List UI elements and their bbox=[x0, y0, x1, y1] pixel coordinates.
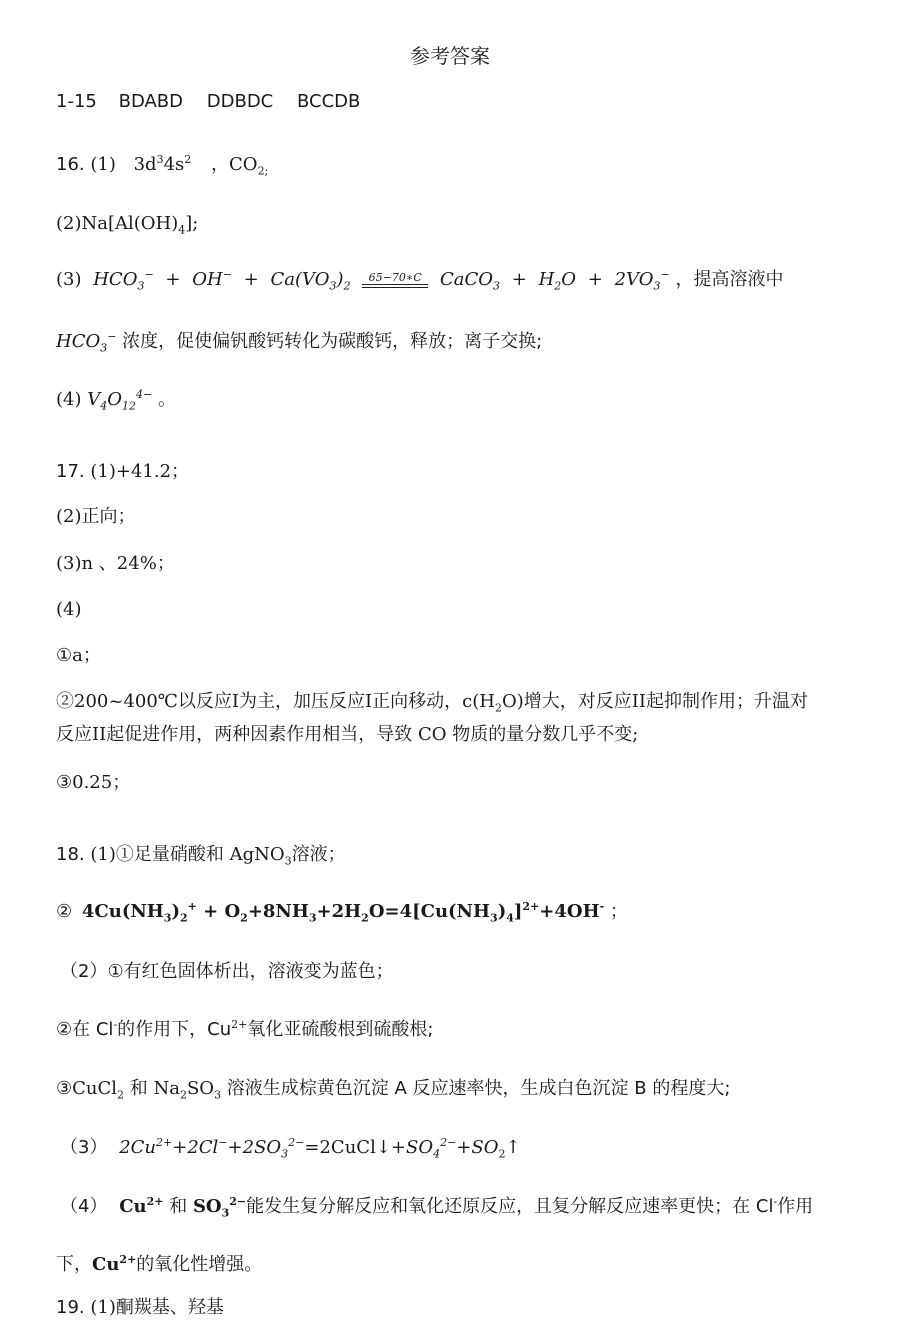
q16-part1: 16. (1) $3d^34s^2$ ，$CO_{2;}$ bbox=[56, 153, 269, 178]
co2-formula: $CO_{2;}$ bbox=[229, 154, 269, 178]
reaction-arrow: 65−70∗C bbox=[362, 272, 428, 288]
page-title: 参考答案 bbox=[410, 44, 490, 68]
q18-part2-sub1: （2）①有红色固体析出，溶液变为蓝色； bbox=[60, 961, 394, 982]
electron-config: $3d^34s^2$ bbox=[133, 153, 192, 175]
q16-number: 16. bbox=[56, 154, 85, 175]
q17-part2: (2)正向； bbox=[56, 506, 136, 527]
q16-part3-equation: (3) $HCO_3^- + OH^- + Ca(VO_3)_2$ 65−70∗C CaCO$_3$ + $H_2O + 2VO_3^-$ ，提高溶液中 bbox=[56, 268, 784, 293]
q18-part4-line2: 下，$Cu^{2+}$的氧化性增强。 bbox=[56, 1253, 263, 1275]
q17-sub2-line1: ②200~400℃以反应I为主，加压反应I正向移动，$c(H_2O)$增大，对反应II起抑制作用；升温对 bbox=[56, 691, 808, 715]
q18-part2-sub3: ③CuCl$_2$ 和 $Na_2SO_3$ 溶液生成棕黄色沉淀 A 反应速率快，生成白色沉淀 B 的程度大; bbox=[56, 1078, 731, 1102]
mc-group-2: DDBDC bbox=[206, 91, 274, 112]
q16-part2: $(2)Na[Al(OH)_4]$; bbox=[56, 213, 199, 237]
q18-equation-2: ② $4Cu(NH_3)_2^+ + O_2+8NH_3+2H_2O=4[Cu(NH_3)_4]^{2+}+4OH^-$ ； bbox=[56, 900, 628, 925]
q18-part2-sub2: ②在 Cl-的作用下，$Cu^{2+}$氧化亚硫酸根到硫酸根; bbox=[56, 1018, 434, 1040]
q17-part3: (3)n 、24%； bbox=[56, 553, 175, 574]
q19-part1: 19. (1)酮羰基、羟基 bbox=[56, 1297, 224, 1318]
mc-answers bbox=[56, 90, 360, 114]
mc-group-1: BDABD bbox=[118, 91, 184, 112]
q17-sub2-line2: 反应II起促进作用，两种因素作用相当，导致 CO 物质的量分数几乎不变; bbox=[56, 724, 639, 745]
q17-sub1: ①a； bbox=[56, 645, 101, 666]
q17-part1: 17. (1)+41.2； bbox=[56, 461, 190, 482]
mc-range: 1-15 bbox=[56, 91, 97, 112]
mc-group-3: BCCDB bbox=[296, 91, 361, 112]
q18-part4-line1: （4） $Cu^{2+}$ 和 $SO_3^{2-}$能发生复分解反应和氧化还原反应，且复分解反应速率更快；在 Cl-作用 bbox=[60, 1195, 814, 1220]
q18-part3-equation: （3） $2Cu^{2+}+2Cl^-+2SO_3^{2-}=2CuCl↓+SO_4^{2-}+SO_2↑$ bbox=[60, 1136, 521, 1161]
q17-sub3: ③0.25； bbox=[56, 772, 131, 793]
q16-part4: (4) $V_4O_{12}^{4-}$ 。 bbox=[56, 388, 176, 413]
q17-part4: (4) bbox=[56, 599, 82, 620]
q18-part1: 18. (1)①足量硝酸和 AgNO$_3$溶液； bbox=[56, 844, 346, 868]
q16-part3-explanation: $HCO_3^-$ 浓度，促使偏钒酸钙转化为碳酸钙，释放；离子交换; bbox=[56, 330, 543, 355]
